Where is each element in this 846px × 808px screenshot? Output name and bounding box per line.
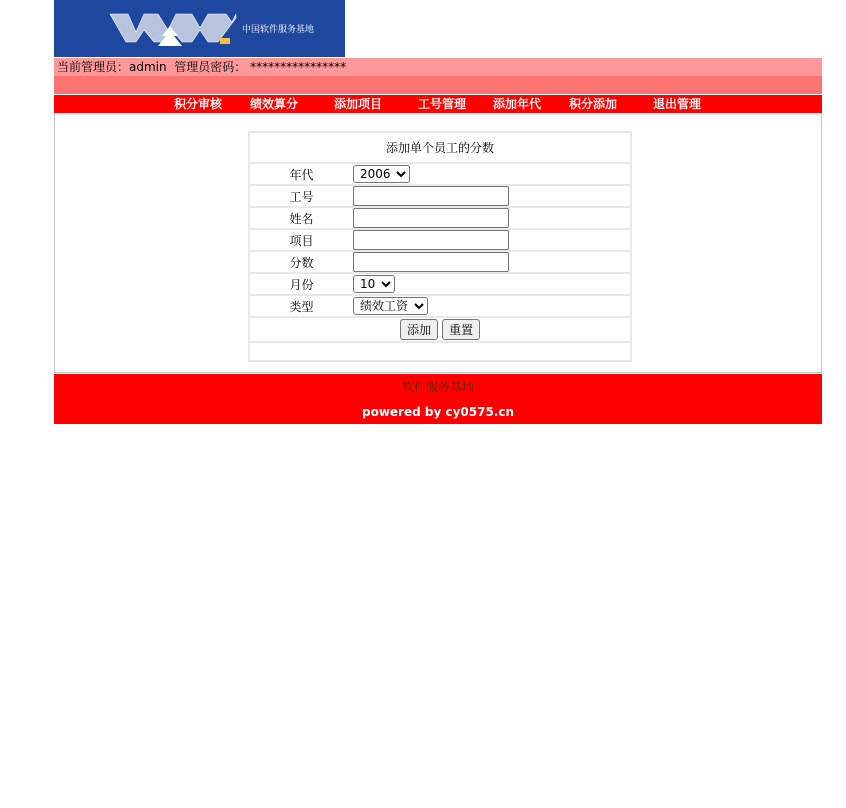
employee-id-input[interactable] [353, 186, 509, 206]
nav-performance-scoring[interactable]: 绩效算分 [250, 97, 299, 111]
nav-score-review[interactable]: 积分审核 [174, 97, 223, 111]
site-banner [54, 0, 345, 57]
admin-label: 当前管理员： [57, 60, 130, 74]
button-row [250, 316, 630, 341]
name-label: 姓名 [289, 211, 314, 226]
project-row [250, 228, 630, 250]
reset-button[interactable]: 重置 [442, 319, 480, 340]
nav-add-year[interactable]: 添加年代 [493, 97, 542, 111]
month-row [250, 272, 630, 294]
admin-info-bar [54, 58, 822, 76]
year-row [250, 162, 630, 184]
score-label: 分数 [289, 255, 314, 270]
content-area [54, 113, 822, 373]
month-label: 月份 [289, 277, 314, 292]
admin-value: admin [129, 60, 167, 74]
nav-id-management[interactable]: 工号管理 [418, 97, 467, 111]
name-row [250, 206, 630, 228]
form-title-row [250, 133, 630, 162]
site-footer [54, 374, 822, 424]
nav-logout[interactable]: 退出管理 [653, 97, 702, 111]
form-title: 添加单个员工的分数 [385, 141, 494, 155]
empty-row [250, 341, 630, 360]
password-value: **************** [250, 60, 347, 74]
nav-add-project[interactable]: 添加项目 [334, 97, 383, 111]
project-label: 项目 [289, 233, 314, 248]
employee-id-label: 工号 [289, 189, 314, 204]
type-select[interactable] [353, 297, 428, 315]
footer-powered-by: powered by cy0575.cn [361, 405, 515, 419]
add-button[interactable]: 添加 [400, 319, 438, 340]
year-select[interactable] [353, 165, 410, 183]
spacer-bar [54, 76, 822, 94]
month-select[interactable] [353, 275, 395, 293]
score-input[interactable] [353, 252, 509, 272]
logo-graphic [108, 12, 238, 48]
type-row [250, 294, 630, 316]
page-wrapper [54, 0, 822, 424]
logo-text: 中国软件服务基地 [242, 25, 315, 35]
name-input[interactable] [353, 208, 509, 228]
project-input[interactable] [353, 230, 509, 250]
score-row [250, 250, 630, 272]
footer-site-name: 软件服务基地 [401, 380, 474, 394]
password-label: 管理员密码： [174, 60, 247, 74]
employee-id-row [250, 184, 630, 206]
main-nav [54, 95, 822, 113]
year-label: 年代 [289, 167, 314, 182]
score-form [248, 131, 632, 362]
type-label: 类型 [289, 299, 314, 314]
nav-add-score[interactable]: 积分添加 [569, 97, 618, 111]
